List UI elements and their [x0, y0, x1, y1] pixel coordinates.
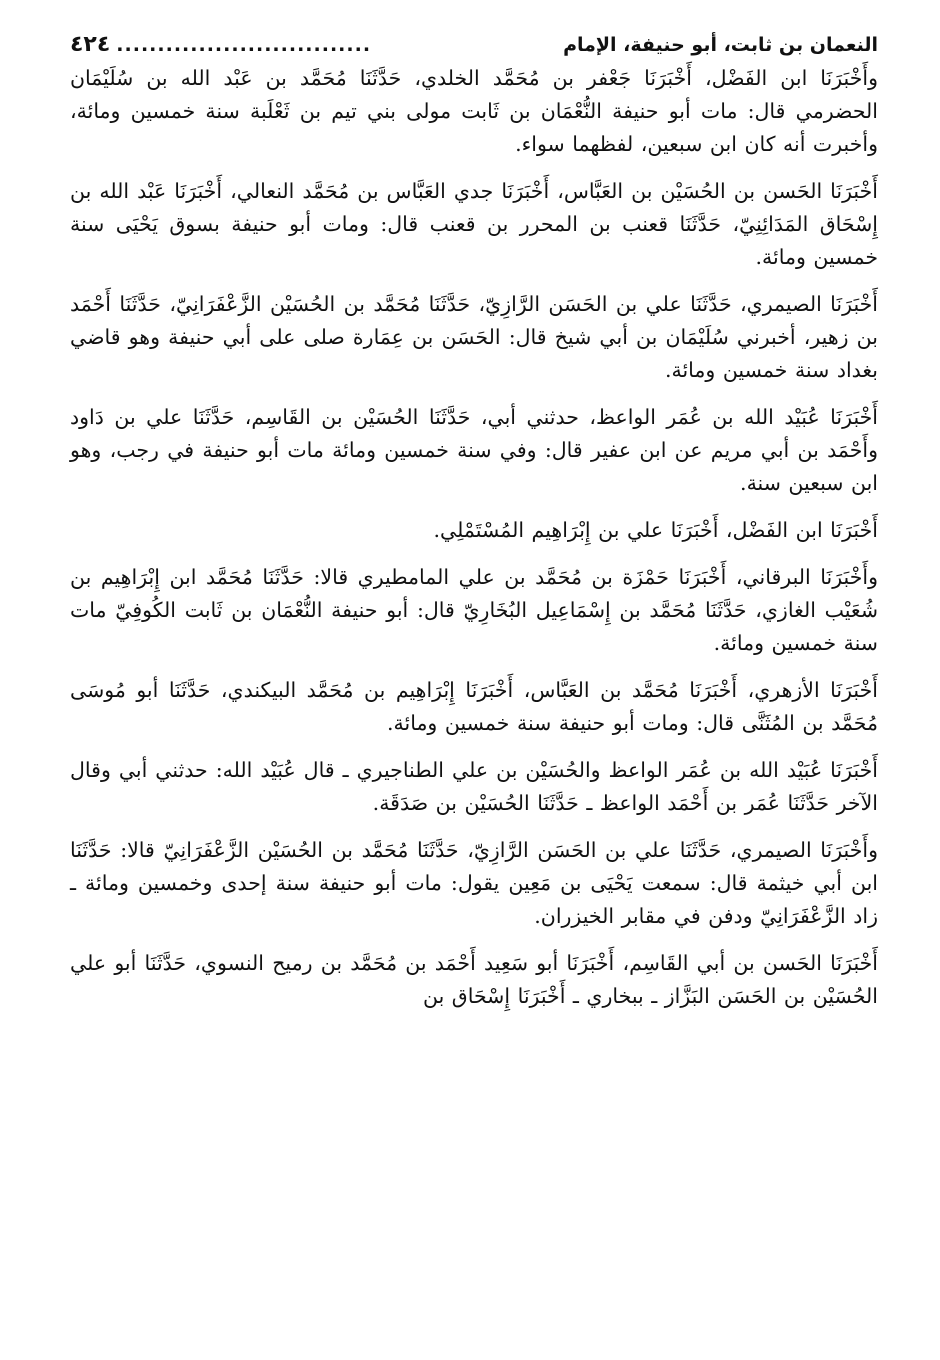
text-paragraph: وأَخْبَرَنَا البرقاني، أَخْبَرَنَا حَمْزَة بن مُحَمَّد بن علي المامطيري قالا: حَدَّثَنَا مُحَمَّد ابن إِبْرَاهِيم بن شُعَيْب الغازي، حَدَّثَنَا مُحَمَّد بن إِسْمَاعِيل البُخَارِيّ قال: أبو حنيفة النُّعْمَان بن ثَابت الكُوفِيّ مات سنة خمسين ومائة. — [70, 565, 878, 655]
book-page — [70, 30, 878, 1013]
text-paragraph: أَخْبَرَنَا الأزهري، أَخْبَرَنَا مُحَمَّد بن العَبَّاس، أَخْبَرَنَا إِبْرَاهِيم بن مُحَمَّد البيكندي، حَدَّثَنَا أبو مُوسَى مُحَمَّد بن المُثَنَّى قال: ومات أبو حنيفة سنة خمسين ومائة. — [70, 678, 878, 735]
running-header — [70, 30, 878, 62]
text-paragraph: أَخْبَرَنَا الحَسن بن أبي القَاسِم، أَخْبَرَنَا أبو سَعِيد أَحْمَد بن مُحَمَّد بن رميح النسوي، حَدَّثَنَا أبو علي الحُسَيْن بن الحَسَن البَزَّاز ـ ببخاري ـ أَخْبَرَنَا إِسْحَاق بن — [70, 951, 878, 1008]
text-paragraph: أَخْبَرَنَا عُبَيْد الله بن عُمَر الواعظ والحُسَيْن بن علي الطناجيري ـ قال عُبَيْد الله: حدثني أبي وقال الآخر حَدَّثَنَا عُمَر بن أَحْمَد الواعظ ـ حَدَّثَنَا الحُسَيْن بن صَدَقَة. — [70, 758, 878, 815]
header-title: النعمان بن ثابت، أبو حنيفة، الإمام — [563, 34, 878, 56]
header-left-group — [70, 30, 371, 60]
text-paragraph: أَخْبَرَنَا عُبَيْد الله بن عُمَر الواعظ، حدثني أبي، حَدَّثَنَا الحُسَيْن بن القَاسِم، حَدَّثَنَا علي بن دَاود وأَحْمَد بن أبي مريم عن ابن عفير قال: وفي سنة خمسين ومائة مات أبو حنيفة في رجب، وهو ابن سبعين سنة. — [70, 405, 878, 495]
header-leader-dots: ............................... — [116, 34, 372, 56]
page-number: ٤٢٤ — [70, 32, 111, 57]
text-paragraph: أَخْبَرَنَا الصيمري، حَدَّثَنَا علي بن الحَسَن الرَّازِيّ، حَدَّثَنَا مُحَمَّد بن الحُسَيْن الزَّعْفَرَانِيّ، حَدَّثَنَا أَحْمَد بن زهير، أخبرني سُلَيْمَان بن أبي شيخ قال: الحَسَن بن عِمَارة صلى على أبي حنيفة وهو قاضي بغداد سنة خمسين ومائة. — [70, 292, 878, 382]
text-paragraph: أَخْبَرَنَا ابن الفَضْل، أَخْبَرَنَا علي بن إِبْرَاهِيم المُسْتَمْلِي. — [433, 518, 878, 542]
text-paragraph: وأَخْبَرَنَا الصيمري، حَدَّثَنَا علي بن الحَسَن الرَّازِيّ، حَدَّثَنَا مُحَمَّد بن الحُسَيْن الزَّعْفَرَانِيّ قالا: حَدَّثَنَا ابن أبي خيثمة قال: سمعت يَحْيَى بن مَعِين يقول: مات أبو حنيفة سنة إحدى وخمسين ومائة ـ زاد الزَّعْفَرَانِيّ ودفن في مقابر الخيزران. — [70, 838, 878, 928]
text-paragraph: وأَخْبَرَنَا ابن الفَضْل، أَخْبَرَنَا جَعْفر بن مُحَمَّد الخلدي، حَدَّثَنَا مُحَمَّد بن عَبْد الله بن سُلَيْمَان الحضرمي قال: مات أبو حنيفة النُّعْمَان بن ثَابت مولى بني تيم بن ثَعْلَبة سنة خمسين ومائة، وأخبرت أنه كان ابن سبعين، لفظهما سواء. — [70, 66, 878, 156]
text-paragraph: أَخْبَرَنَا الحَسن بن الحُسَيْن بن العَبَّاس، أَخْبَرَنَا جدي العَبَّاس بن مُحَمَّد النعالي، أَخْبَرَنَا عَبْد الله بن إِسْحَاق المَدَائِنِيّ، حَدَّثَنَا قعنب بن المحرر بن قعنب قال: ومات أبو حنيفة بسوق يَحْيَى سنة خمسين ومائة. — [70, 179, 878, 269]
